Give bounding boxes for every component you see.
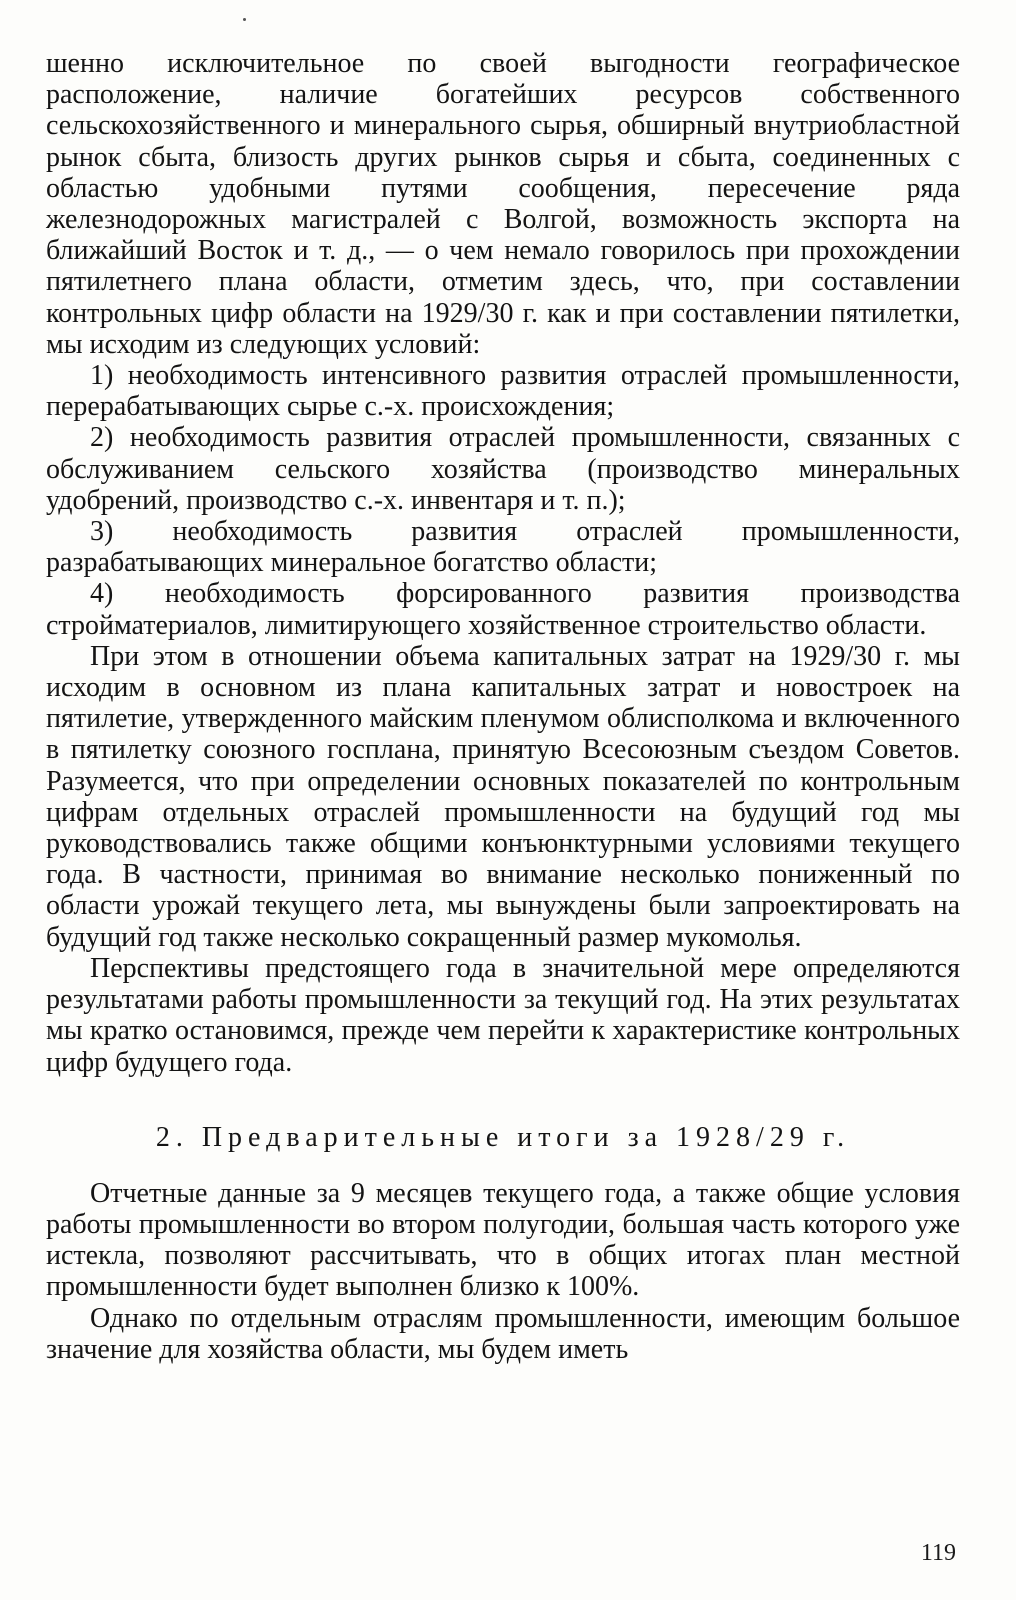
section-heading: 2. Предварительные итоги за 1928/29 г. <box>155 1121 851 1153</box>
paragraph-report-data: Отчетные данные за 9 месяцев текущего года, а также общие условия работы промышленности во втором полугодии, большая часть которого уже истекла, позволяют рассчитывать, что в общих итогах план местной промышленности будет выполнен близко к 100%. <box>46 1177 960 1303</box>
paragraph-capital-costs: При этом в отношении объема капитальных затрат на 1929/30 г. мы исходим в основном из плана капитальных затрат и новостроек на пятилетие, утвержденного майским пленумом облисполкома и включенного в пятилетку союзного госплана, принятую Всесоюзным съездом Советов. Разумеется, что при определении основных показателей по контрольным цифрам отдельных отраслей промышленности на будущий год мы руководствовались также общими конъюнктурными условиями текущего года. В частности, принимая во внимание несколько пониженный по области урожай текущего лета, мы вынуждены были запроектировать на будущий год также несколько сокращенный размер мукомолья. <box>46 640 960 953</box>
condition-item-1: 1) необходимость интенсивного развития отраслей промышленности, перерабатывающих сырье с.-х. происхождения; <box>46 360 960 423</box>
condition-item-2: 2) необходимость развития отраслей промышленности, связанных с обслуживанием сельского хозяйства (производство минеральных удобрений, производство с.-х. инвентаря и т. п.); <box>46 422 960 516</box>
paragraph-prospects: Перспективы предстоящего года в значительной мере определяются результатами работы промышленности за текущий год. На этих результатах мы кратко остановимся, прежде чем перейти к характеристике контрольных цифр будущего года. <box>46 952 960 1078</box>
paragraph-continued: шенно исключительное по своей выгодности географическое расположение, наличие богатейших ресурсов собственного сельскохозяйственного и минерального сырья, обширный внутриобластной рынок сбыта, близость других рынков сырья и сбыта, соединенных с областью удобными путями сообщения, пересечение ряда железнодорожных магистралей с Волгой, возможность экспорта на ближайший Восток и т. д., — о чем немало говорилось при прохождении пятилетнего плана области, отметим здесь, что, при составлении контрольных цифр области на 1929/30 г. как и при составлении пятилетки, мы исходим из следующих условий: <box>46 48 960 360</box>
scan-speck <box>243 18 246 21</box>
page-number: 119 <box>920 1540 956 1566</box>
spacer <box>46 1078 960 1122</box>
spacer <box>46 1154 960 1178</box>
body-text <box>46 48 960 1365</box>
paragraph-branches: Однако по отдельным отраслям промышленности, имеющим большое значение для хозяйства области, мы будем иметь <box>46 1302 960 1365</box>
condition-item-3: 3) необходимость развития отраслей промышленности, разрабатывающих минеральное богатство области; <box>46 516 960 579</box>
condition-item-4: 4) необходимость форсированного развития производства стройматериалов, лимитирующего хозяйственное строительство области. <box>46 578 960 641</box>
